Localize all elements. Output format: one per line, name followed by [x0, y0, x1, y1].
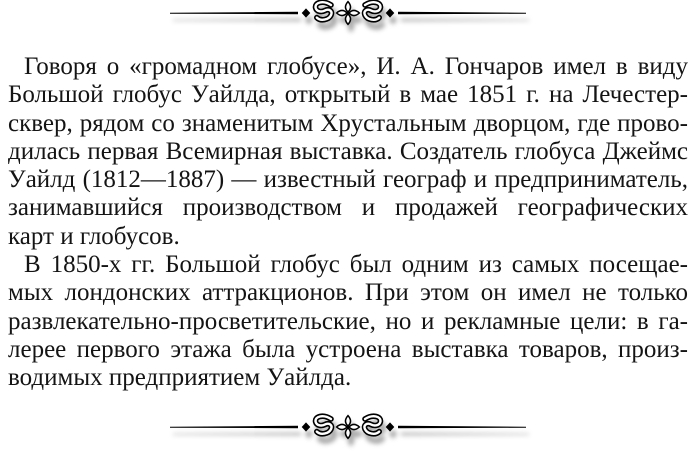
ornamental-divider-top [168, 0, 528, 35]
text-line: Большой глобус Уайлда, открытый в мае 1851 г. на Лечестер- [8, 81, 688, 109]
ornamental-divider-bottom [168, 413, 528, 449]
divider-ornament [170, 2, 526, 25]
paragraph [8, 53, 688, 251]
text-line: развлекательно-просветительские, но и рекламные цели: в га- [8, 307, 688, 335]
text-line: Говоря о «громадном глобусе», И. А. Гончаров имел в виду [24, 53, 688, 80]
text-line: сквер, рядом со знаменитым Хрустальным дворцом, где прово- [8, 109, 688, 137]
text-line: лерее первого этажа была устроена выставка товаров, произ- [8, 335, 688, 363]
text-line: карт и глобусов. [8, 222, 180, 250]
text-line: Уайлд (1812—1887) — известный географ и предприниматель, [8, 166, 688, 194]
divider-rule [170, 12, 298, 14]
text-line: В 1850-х гг. Большой глобус был одним из самых посещае- [24, 251, 688, 279]
quatrefoil-icon [337, 2, 360, 25]
paragraph [8, 251, 688, 392]
text-line: водимых предприятием Уайлда. [8, 364, 352, 392]
diamond-icon [302, 8, 311, 17]
page-text [0, 53, 696, 393]
text-line: мых лондонских аттракционов. При этом он имел не только [8, 279, 688, 307]
text-line: дилась первая Всемирная выставка. Создатель глобуса Джеймс [8, 137, 688, 165]
flower-center-dot [346, 11, 351, 16]
text-line: занимавшийся производством и продажей географических [8, 194, 688, 222]
